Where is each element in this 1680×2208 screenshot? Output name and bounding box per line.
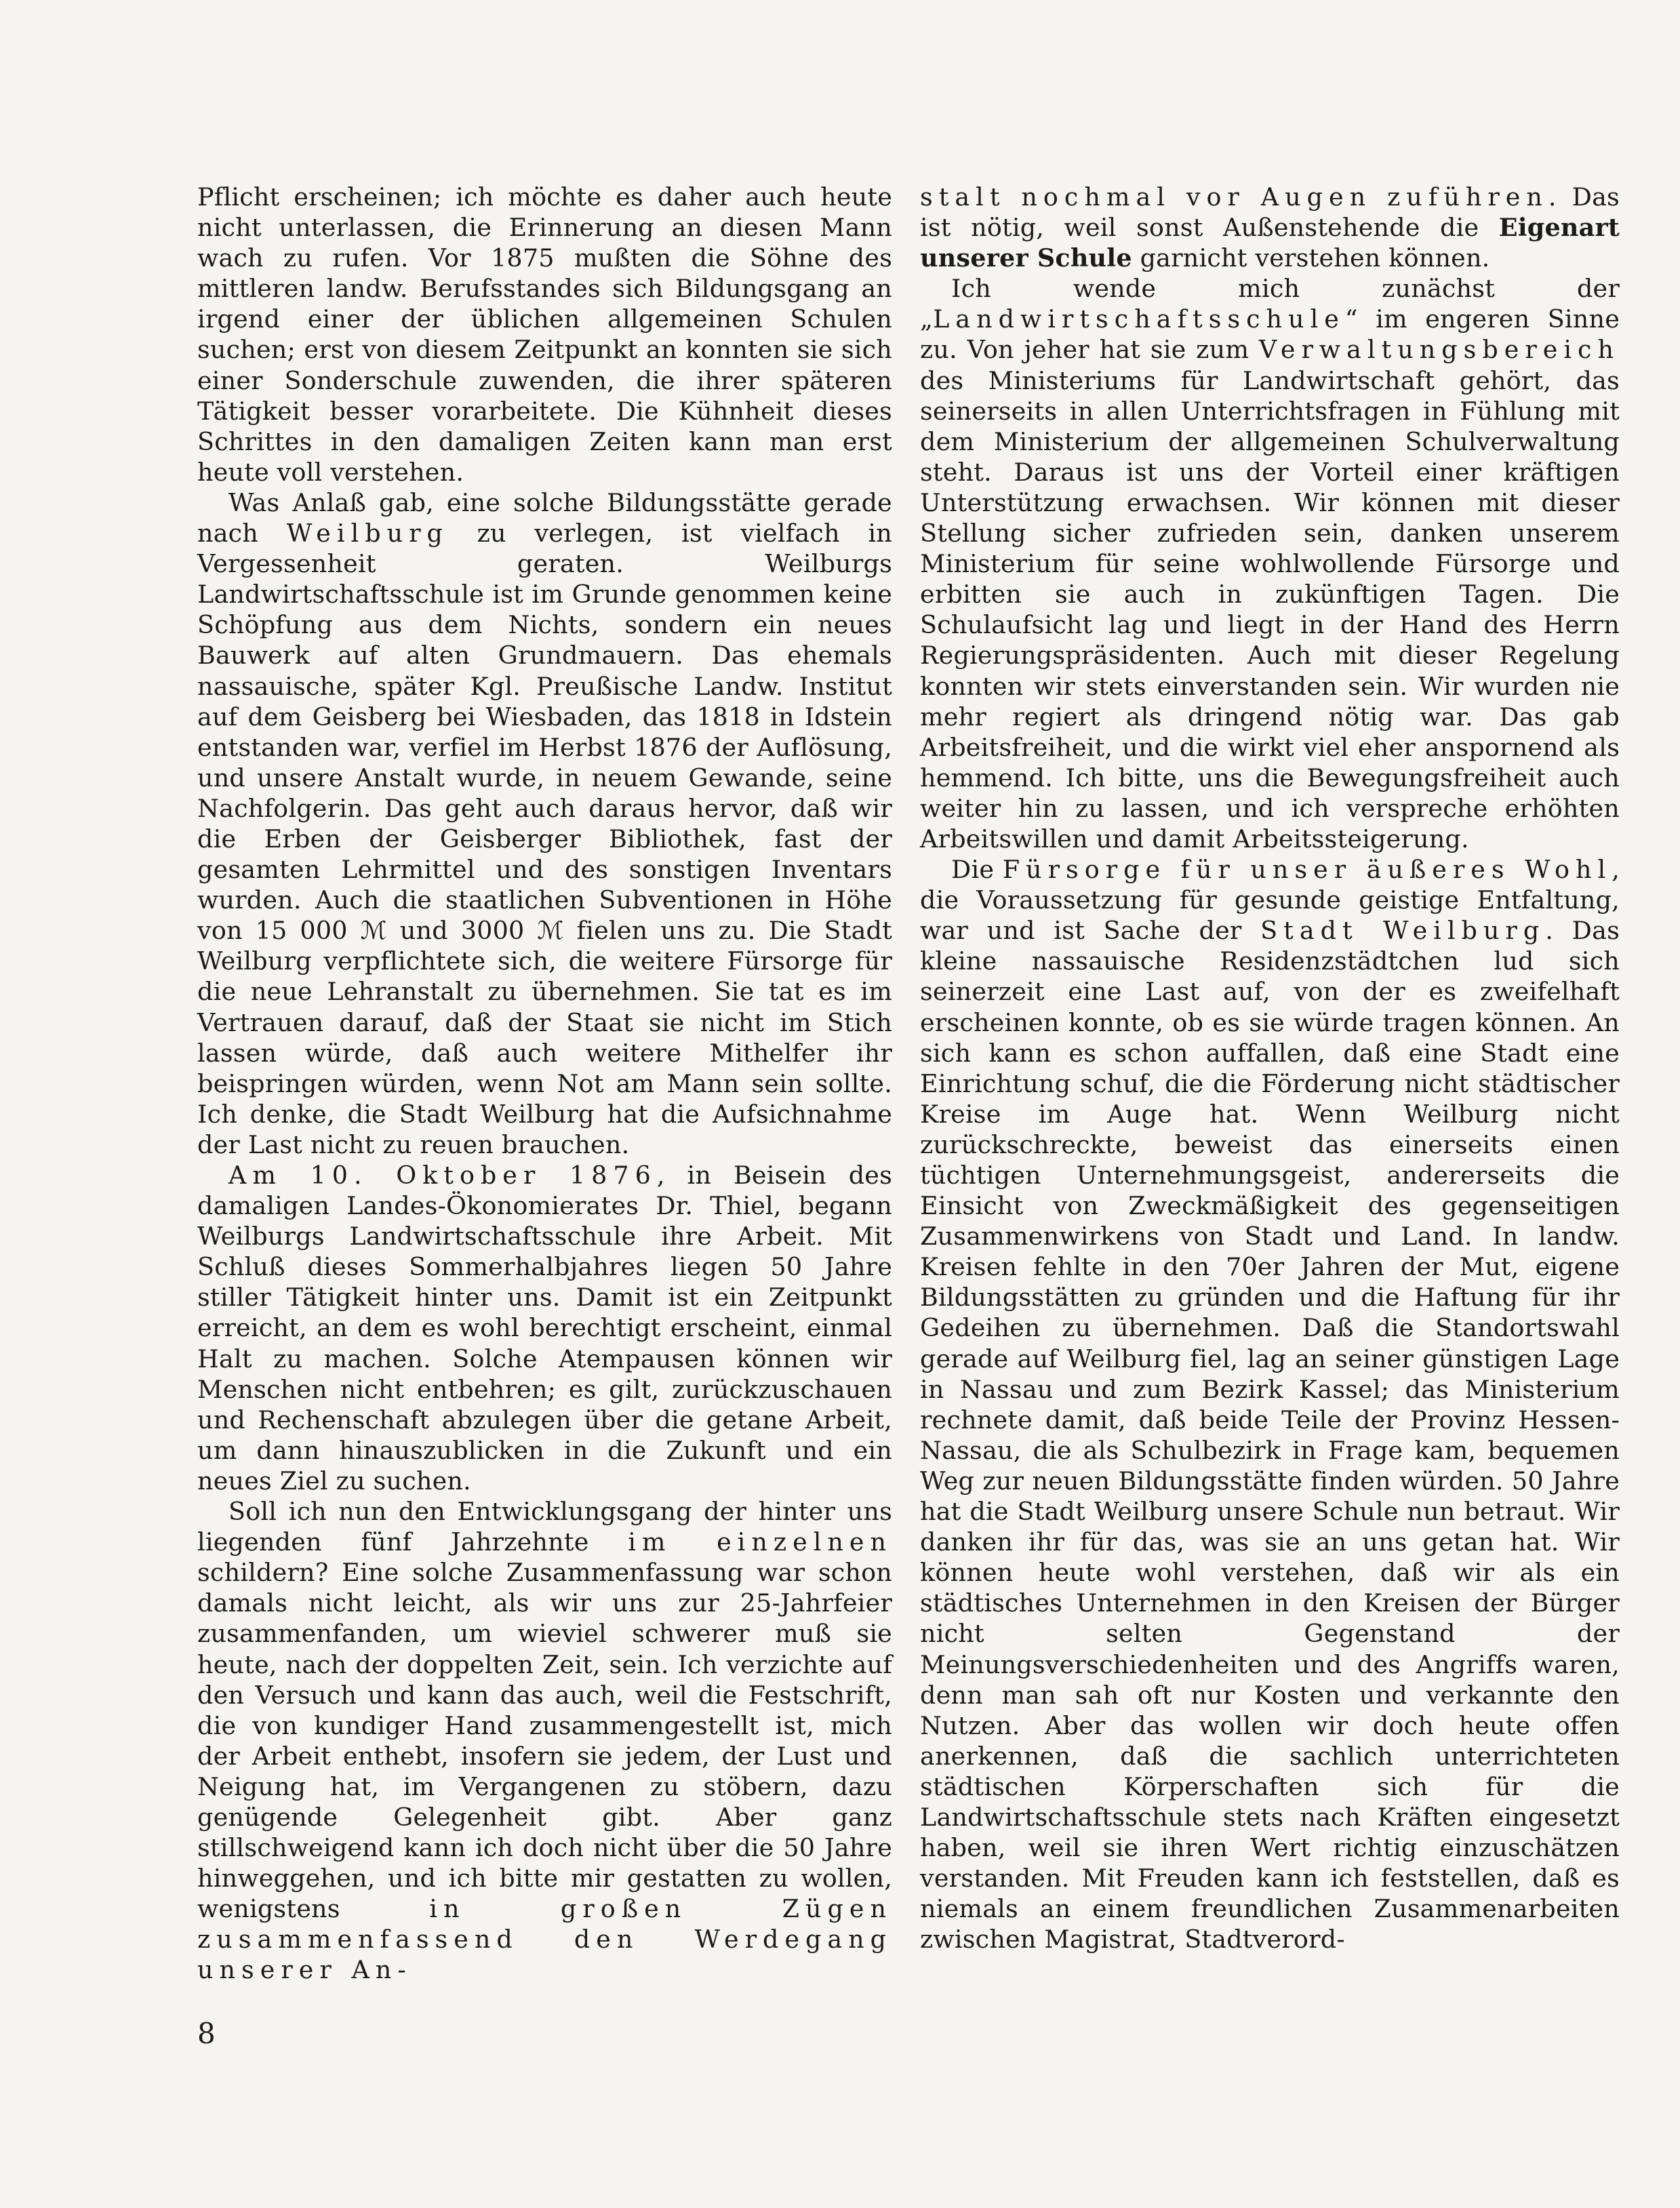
paragraph-text: Die — [951, 855, 1003, 885]
paragraph-text: Was Anlaß gab, eine solche Bildungsstätte gerade nach — [197, 487, 892, 548]
paragraph — [920, 182, 1620, 273]
bold-emphasis: Eigenart unserer Schule — [920, 213, 1620, 273]
spaced-emphasis: Landwirtschaftsschule — [933, 304, 1345, 334]
spaced-emphasis: Verwaltungsbereich — [1258, 335, 1620, 365]
paragraph — [197, 182, 892, 487]
paragraph-text: garnicht verstehen können. — [1132, 243, 1490, 273]
paragraph — [920, 273, 1620, 854]
paragraph-text: schildern? Eine solche Zusammenfassung war schon damals nicht leicht, als wir uns zur 25-Jahrfeier zusammenfanden, um wieviel schwerer muß sie heute, nach der doppelten Zeit, sein. Ich verzichte auf den Versuch und kann das auch, weil die Festschrift, die von kundiger Hand zusammengestellt ist, mich der Arbeit enthebt, insofern sie jedem, der Lust und Neigung hat, im Vergangenen zu stöbern, dazu genügende Gelegenheit gibt. Aber ganz stillschweigend kann ich doch nicht über die 50 Jahre hinweggehen, und ich bitte mir gestatten zu wollen, wenigstens — [197, 1558, 892, 1924]
spaced-emphasis: Stadt Weilburg — [1260, 916, 1546, 946]
spaced-emphasis: in großen Zügen zusammenfassend den Werdegang unserer An- — [197, 1894, 892, 1985]
paragraph-text: “ im engeren Sinne zu. Von jeher hat sie zum — [920, 304, 1620, 365]
right-text-column — [920, 182, 1620, 1954]
paragraph-text: , in Beisein des damaligen Landes-Ökonomierates Dr. Thiel, begann Weilburgs Landwirtschaftsschule ihre Arbeit. Mit Schluß dieses Sommerhalbjahres liegen 50 Jahre stiller Tätigkeit hinter uns. Damit ist ein Zeitpunkt erreicht, an dem es wohl berechtigt erscheint, einmal Halt zu machen. Solche Atempausen können wir Menschen nicht entbehren; es gilt, zurückzuschauen und Rechenschaft abzulegen über die getane Arbeit, um dann hinauszublicken in die Zukunft und ein neues Ziel zu suchen. — [197, 1161, 892, 1496]
page-number: 8 — [197, 2017, 216, 2050]
paragraph-text: Pflicht erscheinen; ich möchte es daher auch heute nicht unterlassen, die Erinnerung an diesen Mann wach zu rufen. Vor 1875 mußten die Söhne des mittleren landw. Berufsstandes sich Bildungsgang an irgend einer der üblichen allgemeinen Schulen suchen; erst von diesem Zeitpunkt an konnten sie sich einer Sonderschule zuwenden, die ihrer späteren Tätigkeit besser vorarbeitete. Die Kühnheit dieses Schrittes in den damaligen Zeiten kann man erst heute voll verstehen. — [197, 182, 892, 487]
spaced-emphasis: stalt nochmal vor Augen zuführen. — [920, 182, 1563, 212]
spaced-emphasis: Weilburg — [286, 519, 449, 548]
paragraph-text: zu verlegen, ist vielfach in Vergessenheit geraten. Weilburgs Landwirtschaftsschule ist im Grunde genommen keine Schöpfung aus dem Nichts, sondern ein neues Bauwerk auf alten Grundmauern. Das ehemals nassauische, später Kgl. Preußische Landw. Institut auf dem Geisberg bei Wiesbaden, das 1818 in Idstein entstanden war, verfiel im Herbst 1876 der Auflösung, und unsere Anstalt wurde, in neuem Gewande, seine Nachfolgerin. Das geht auch daraus hervor, daß wir die Erben der Geisberger Bibliothek, fast der gesamten Lehrmittel und des sonstigen Inventars wurden. Auch die staatlichen Subventionen in Höhe von 15 000 ℳ und 3000 ℳ fielen uns zu. Die Stadt Weilburg verpflichtete sich, die weitere Fürsorge für die neue Lehranstalt zu übernehmen. Sie tat es im Vertrauen darauf, daß der Staat sie nicht im Stich lassen würde, daß auch weitere Mithelfer ihr beispringen würden, wenn Not am Mann sein sollte. Ich denke, die Stadt Weilburg hat die Aufsichnahme der Last nicht zu reuen brauchen. — [197, 519, 892, 1159]
paragraph-text: , die Voraussetzung für gesunde geistige Entfaltung, war und ist Sache der — [920, 855, 1620, 946]
paragraph-text: Ich wende mich zunächst der „ — [920, 274, 1620, 334]
paragraph-text: Soll ich nun den Entwicklungsgang der hinter uns liegenden fünf Jahrzehnte — [197, 1497, 892, 1557]
left-text-column — [197, 182, 892, 1986]
spaced-emphasis: Fürsorge für unser äußeres Wohl — [1002, 855, 1612, 885]
paragraph-text: . Das kleine nassauische Residenzstädtchen lud sich seinerzeit eine Last auf, von der es zweifelhaft erscheinen konnte, ob es sie würde tragen können. An sich kann es schon auffallen, daß eine Stadt eine Einrichtung schuf, die die Förderung nicht städtischer Kreise im Auge hat. Wenn Weilburg nicht zurückschreckte, beweist das einerseits einen tüchtigen Unternehmungsgeist, andererseits die Einsicht von Zweckmäßigkeit des gegenseitigen Zusammenwirkens von Stadt und Land. In landw. Kreisen fehlte in den 70er Jahren der Mut, eigene Bildungsstätten zu gründen und die Haftung für ihr Gedeihen zu übernehmen. Daß die Standortswahl gerade auf Weilburg fiel, lag an seiner günstigen Lage in Nassau und zum Bezirk Kassel; das Ministerium rechnete damit, daß beide Teile der Provinz Hessen-Nassau, die als Schulbezirk in Frage kam, bequemen Weg zur neuen Bildungsstätte finden würden. 50 Jahre hat die Stadt Weilburg unsere Schule nun betraut. Wir danken ihr für das, was sie an uns getan hat. Wir können heute wohl verstehen, daß wir als ein städtisches Unternehmen in den Kreisen der Bürger nicht selten Gegenstand der Meinungsverschiedenheiten und des Angriffs waren, denn man sah oft nur Kosten und verkannte den Nutzen. Aber das wollen wir doch heute offen anerkennen, daß die sachlich unterrichteten städtischen Körperschaften sich für die Landwirtschaftsschule stets nach Kräften eingesetzt haben, weil sie ihren Wert richtig einzuschätzen verstanden. Mit Freuden kann ich feststellen, daß es niemals an einem freundlichen Zusammenarbeiten zwischen Magistrat, Stadtverord- — [920, 916, 1620, 1954]
paragraph — [920, 854, 1620, 1954]
paragraph — [197, 487, 892, 1160]
paragraph-text: Das ist nötig, weil sonst Außenstehende die — [920, 182, 1620, 243]
spaced-emphasis: Am 10. Oktober 1876 — [228, 1161, 657, 1190]
paragraph-text: des Ministeriums für Landwirtschaft gehört, das seinerseits in allen Unterrichtsfragen in Fühlung mit dem Ministerium der allgemeinen Schulverwaltung steht. Daraus ist uns der Vorteil einer kräftigen Unterstützung erwachsen. Wir können mit dieser Stellung sicher zufrieden sein, danken unserem Ministerium für seine wohlwollende Fürsorge und erbitten sie auch in zukünftigen Tagen. Die Schulaufsicht lag und liegt in der Hand des Herrn Regierungspräsidenten. Auch mit dieser Regelung konnten wir stets einverstanden sein. Wir wurden nie mehr regiert als dringend nötig war. Das gab Arbeitsfreiheit, und die wirkt viel eher anspornend als hemmend. Ich bitte, uns die Bewegungsfreiheit auch weiter hin zu lassen, und ich verspreche erhöhten Arbeitswillen und damit Arbeitssteigerung. — [920, 365, 1620, 854]
paragraph — [197, 1496, 892, 1986]
spaced-emphasis: im einzelnen — [628, 1527, 892, 1557]
paragraph — [197, 1160, 892, 1496]
